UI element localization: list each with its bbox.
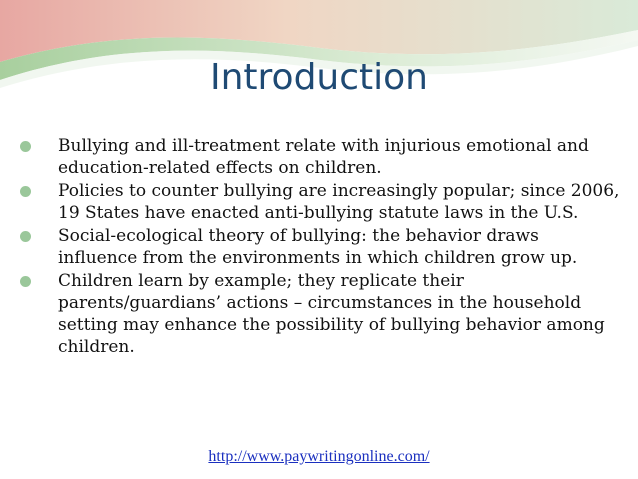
slide-title: Introduction [209,57,428,98]
bullet-text: Children learn by example; they replicate their parents/guardians’ actions – circumstances in the household setting may enhance the possibility of bullying behavior among children. [58,271,605,357]
bullet-item [20,270,620,358]
bullet-item [20,180,620,224]
bullet-text: Social-ecological theory of bullying: the behavior draws influence from the environments in which children grow up. [58,226,578,268]
bullet-item [20,225,620,269]
bullet-dot-icon [20,276,31,287]
bullet-dot-icon [20,231,31,242]
bullet-dot-icon [20,186,31,197]
bullet-text: Bullying and ill-treatment relate with injurious emotional and education-related effects on children. [58,136,589,178]
footer-link[interactable]: http://www.paywritingonline.com/ [208,448,430,465]
bullet-item [20,135,620,179]
bullet-dot-icon [20,141,31,152]
bullet-text: Policies to counter bullying are increasingly popular; since 2006, 19 States have enacted anti-bullying statute laws in the U.S. [58,181,620,223]
bullet-list [20,135,620,359]
